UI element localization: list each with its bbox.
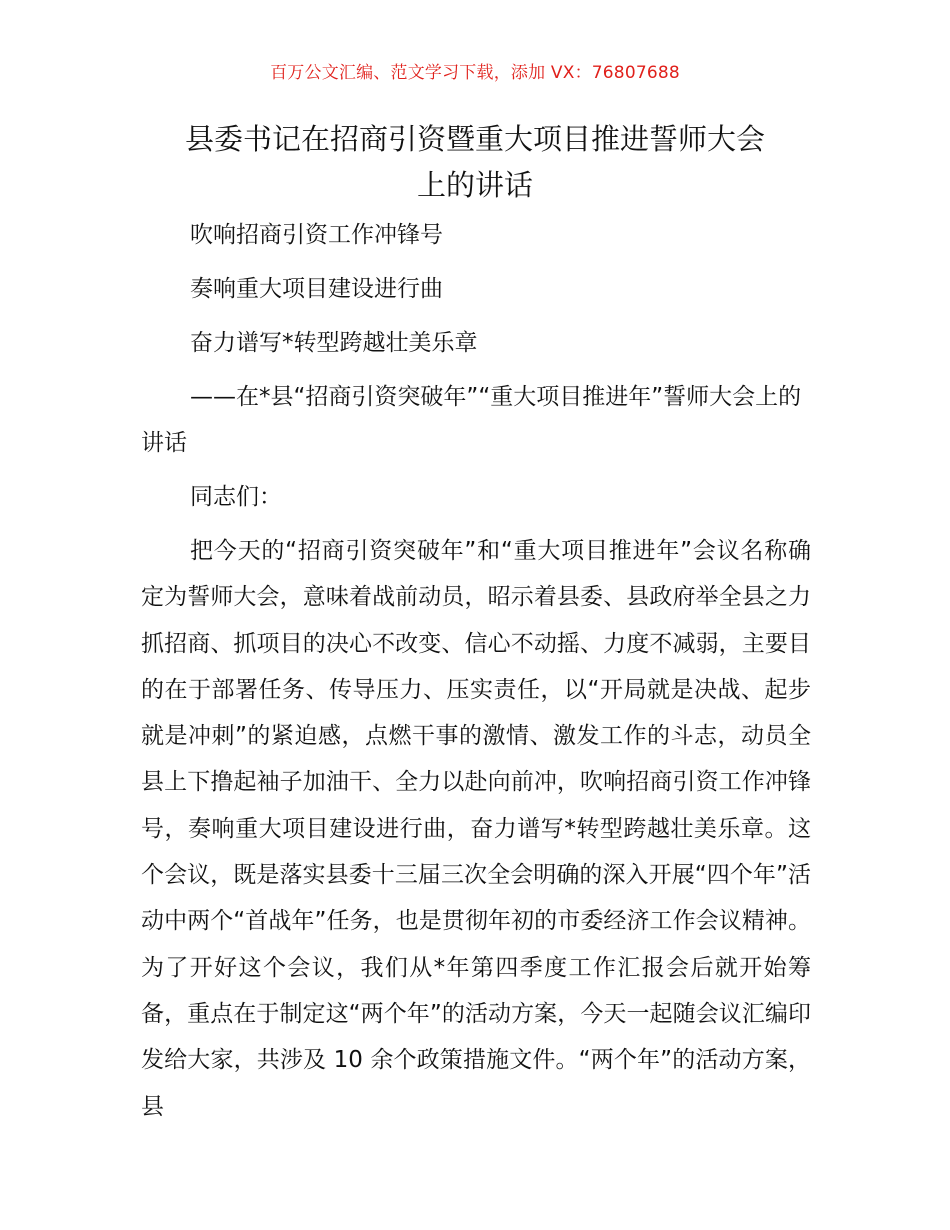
document-title bbox=[100, 116, 850, 208]
document-body bbox=[141, 212, 811, 1130]
body-paragraph-1: 把今天的“招商引资突破年”和“重大项目推进年”会议名称确定为誓师大会，意味着战前动员，昭示着县委、县政府举全县之力抓招商、抓项目的决心不改变、信心不动摇、力度不减弱，主要目的在于部署任务、传导压力、压实责任，以“开局就是决战、起步就是冲刺”的紧迫感，点燃干事的激情、激发工作的斗志，动员全县上下撸起袖子加油干、全力以赴向前冲，吹响招商引资工作冲锋号，奏响重大项目建设进行曲，奋力谱写*转型跨越壮美乐章。这个会议，既是落实县委十三届三次全会明确的深入开展“四个年”活动中两个“首战年”任务，也是贯彻年初的市委经济工作会议精神。为了开好这个会议，我们从*年第四季度工作汇报会后就开始筹备，重点在于制定这“两个年”的活动方案，今天一起随会议汇编印发给大家，共涉及 10 余个政策措施文件。“两个年”的活动方案，县 bbox=[141, 538, 811, 1120]
subtitle-3: 奋力谱写*转型跨越壮美乐章 bbox=[190, 330, 478, 356]
salutation: 同志们： bbox=[190, 484, 282, 510]
document-title-line-1: 县委书记在招商引资暨重大项目推进誓师大会 bbox=[184, 122, 765, 156]
watermark-banner: 百万公文汇编、范文学习下载，添加 VX：76807688 bbox=[270, 63, 680, 83]
document-title-line-2: 上的讲话 bbox=[416, 168, 533, 202]
subtitle-1: 吹响招商引资工作冲锋号 bbox=[190, 222, 443, 248]
subtitle-2: 奏响重大项目建设进行曲 bbox=[190, 276, 443, 302]
attribution-line: ——在*县“招商引资突破年”“重大项目推进年”誓师大会上的讲话 bbox=[141, 384, 802, 456]
